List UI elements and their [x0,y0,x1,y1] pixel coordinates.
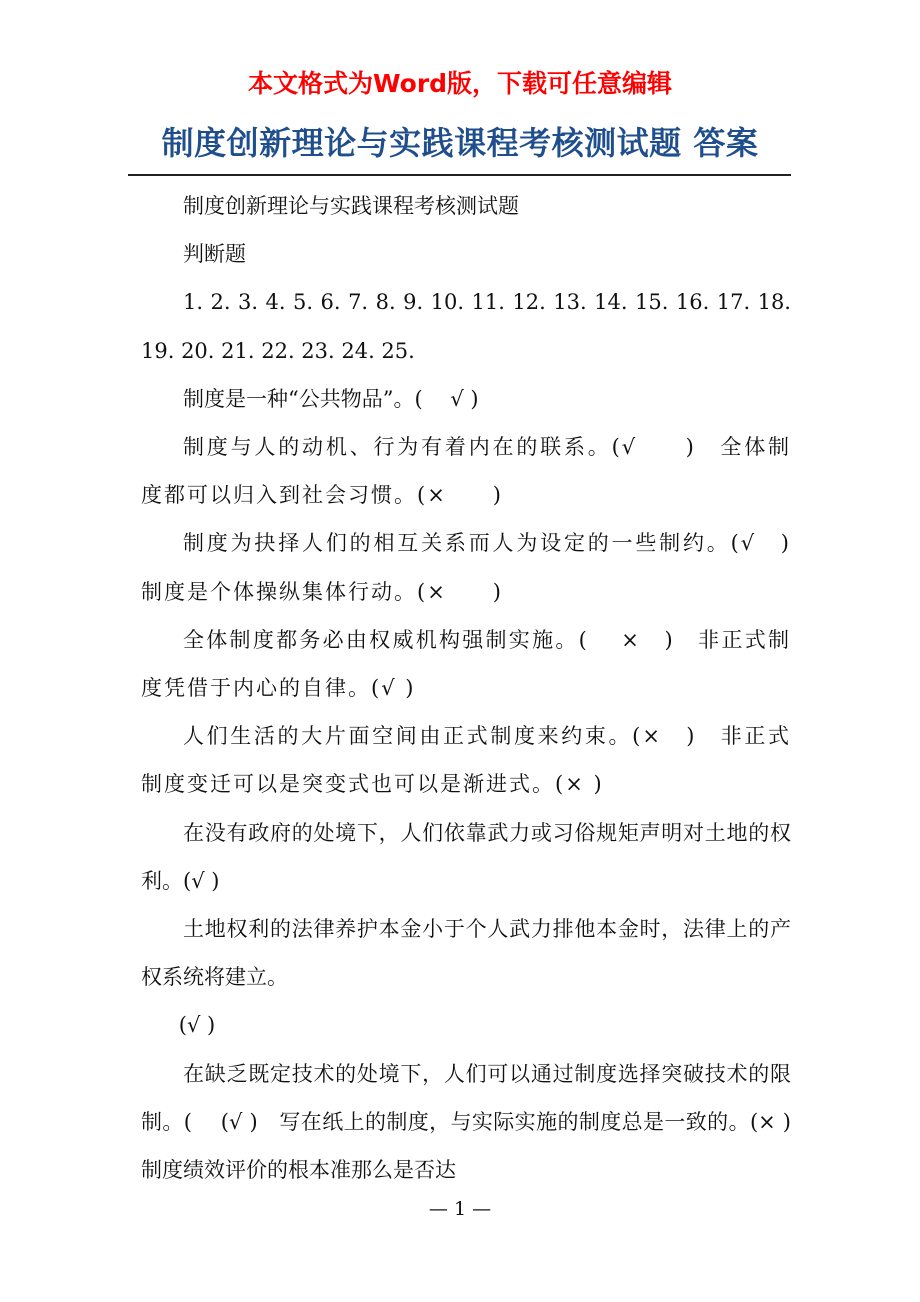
paragraph-statement: 制度是一种“公共物品”。( √ ) [183,386,479,411]
title-divider [128,174,791,176]
paragraph-question-numbers: 1. 2. 3. 4. 5. 6. 7. 8. 9. 10. 11. 12. 13. 14. 15. 16. 17. 18. 19. 20. 21. 22. 23. 24. 25. [141,290,791,363]
document-title: 制度创新理论与实践课程考核测试题 答案 [161,124,759,162]
format-banner: 本文格式为Word版，下载可任意编辑 [247,69,673,98]
paragraph-section-heading: 判断题 [183,242,246,267]
paragraph-statement: 土地权利的法律养护本金小于个人武力排他本金时，法律上的产权系统将建立。 [141,917,791,990]
page-number: — 1 — [428,1198,492,1220]
paragraph-statement: 全体制度都务必由权威机构强制实施。( × ) 非正式制度凭借于内心的自律。(√ ) [141,627,791,701]
paragraph-answer: (√ ) [178,1013,216,1038]
paragraph-statement: 在没有政府的处境下，人们依靠武力或习俗规矩声明对土地的权利。(√ ) [141,820,791,893]
paragraph-statement: 制度为抉择人们的相互关系而人为设定的一些制约。(√ ) 制度是个体操纵集体行动。(× ) [141,531,814,604]
paragraph-statement: 制度与人的动机、行为有着内在的联系。(√ ) 全体制度都可以归入到社会习惯。(× ) [141,435,791,508]
document-body [141,182,814,1194]
paragraph-statement: 人们生活的大片面空间由正式制度来约束。(× ) 非正式制度变迁可以是突变式也可以是渐进式。(× ) [141,724,791,797]
paragraph-subtitle: 制度创新理论与实践课程考核测试题 [183,194,519,218]
paragraph-statement: 在缺乏既定技术的处境下，人们可以通过制度选择突破技术的限制。( (√ ) 写在纸上的制度，与实际实施的制度总是一致的。(× ) 制度绩效评价的根本准那么是否达 [141,1061,812,1183]
